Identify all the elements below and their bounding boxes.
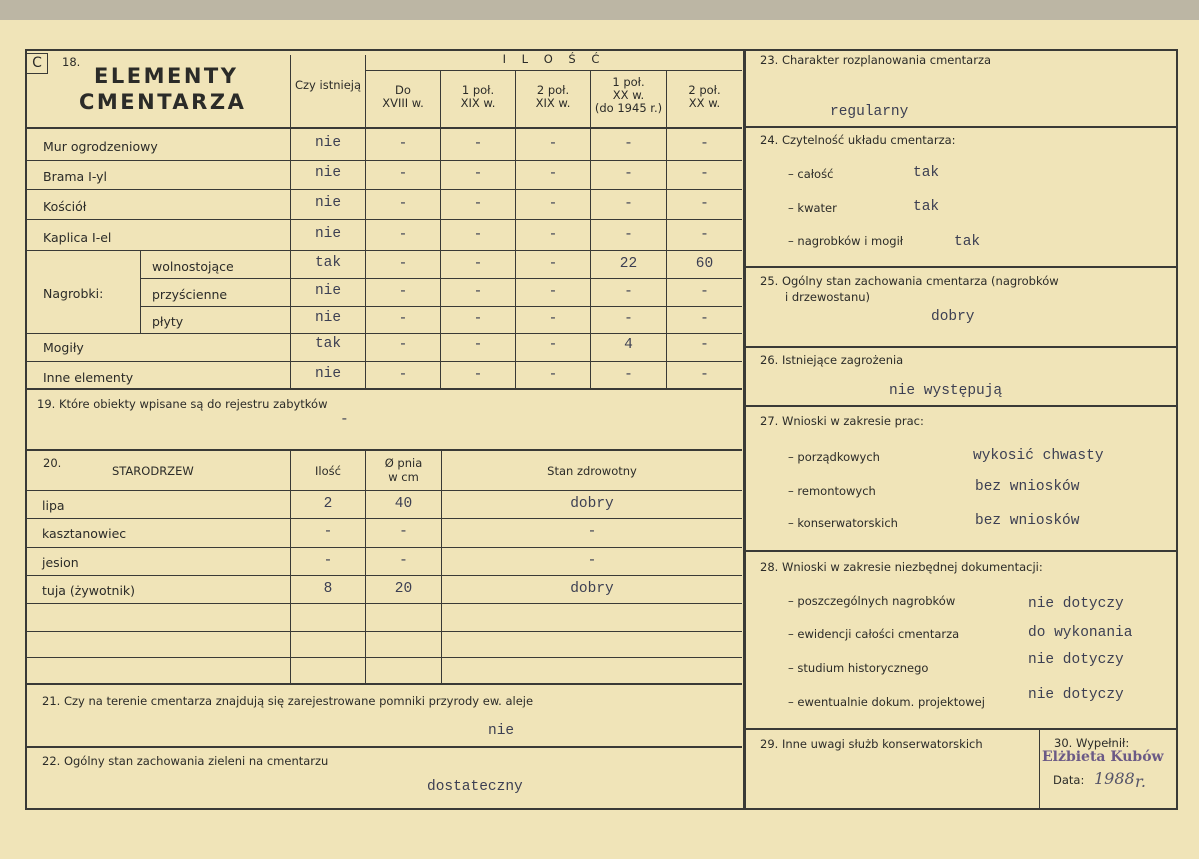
grid-line: [26, 683, 742, 685]
q28-item-answer: nie dotyczy: [1028, 687, 1124, 703]
q24-item-answer: tak: [913, 199, 940, 215]
element-quantity-value: -: [398, 166, 408, 182]
grid-line: [26, 160, 742, 161]
q27-item-label: – konserwatorskich: [788, 516, 898, 530]
period-header-2: XIX w.: [535, 96, 571, 110]
q25-label-l2: i drzewostanu): [785, 290, 871, 304]
q30-date-label: Data:: [1053, 773, 1085, 787]
element-quantity-value: -: [548, 284, 558, 300]
q23-answer: regularny: [830, 104, 909, 120]
q30-label: 30. Wypełnił:: [1054, 736, 1130, 750]
q19-answer: -: [340, 412, 349, 428]
grid-line: [140, 278, 742, 279]
grid-line: [26, 518, 742, 519]
q20-health-header: Stan zdrowotny: [547, 464, 637, 478]
period-header-1: 2 poł.: [536, 83, 570, 97]
element-quantity-value: -: [624, 367, 633, 383]
q26-label: 26. Istniejące zagrożenia: [760, 353, 904, 367]
grid-line: [26, 603, 742, 604]
grid-line: [26, 219, 742, 220]
grid-line: [26, 657, 742, 658]
element-exists-value: tak: [314, 336, 342, 352]
element-quantity-value: -: [700, 367, 709, 383]
q30-date-suffix: r.: [1135, 772, 1146, 791]
element-quantity-value: -: [700, 166, 709, 182]
q28-label: 28. Wnioski w zakresie niezbędnej dokumentacji:: [760, 560, 1043, 574]
grid-line: [26, 631, 742, 632]
q25-label-l1: 25. Ogólny stan zachowania cmentarza (nagrobków: [760, 274, 1059, 288]
element-quantity-value: 60: [695, 256, 714, 272]
element-row-label: Kaplica I-el: [43, 230, 112, 245]
element-quantity-value: -: [700, 227, 709, 243]
tree-diameter: -: [399, 524, 408, 540]
element-quantity-value: -: [398, 337, 408, 353]
element-quantity-value: -: [700, 284, 709, 300]
grid-line: [26, 388, 742, 390]
element-quantity-value: -: [473, 337, 483, 353]
grid-line: [26, 575, 742, 576]
period-header-1: Do: [395, 83, 411, 97]
q26-answer: nie występują: [889, 383, 1003, 399]
element-exists-value: nie: [314, 226, 342, 242]
q27-item-label: – porządkowych: [788, 450, 880, 464]
grid-line: [26, 333, 742, 334]
element-quantity-value: -: [398, 227, 408, 243]
q19-label: 19. Które obiekty wpisane są do rejestru zabytków: [37, 397, 328, 411]
tree-health: dobry: [570, 496, 614, 512]
element-quantity-value: -: [624, 166, 633, 182]
grid-line: [744, 126, 1177, 128]
element-quantity-value: -: [398, 256, 408, 272]
section-letter-box: C: [26, 53, 48, 74]
q27-item-answer: bez wniosków: [975, 479, 1080, 495]
grid-line: [366, 70, 742, 71]
grid-line: [26, 250, 742, 251]
q24-item-label: – nagrobków i mogił: [788, 234, 904, 248]
tree-diameter: -: [399, 553, 408, 569]
element-exists-value: nie: [314, 165, 342, 181]
element-row-label: wolnostojące: [152, 259, 234, 274]
q30-date-value: 1988: [1094, 769, 1135, 788]
q20-count-header: Ilość: [315, 464, 341, 478]
element-quantity-value: -: [473, 367, 483, 383]
period-header-2: XX w.: [612, 88, 645, 102]
grid-line: [140, 306, 742, 307]
tombstones-group-label: Nagrobki:: [43, 286, 104, 301]
element-quantity-value: -: [624, 196, 633, 212]
q24-item-answer: tak: [954, 234, 981, 250]
tree-name: tuja (żywotnik): [42, 583, 136, 598]
q22-label: 22. Ogólny stan zachowania zieleni na cmentarzu: [42, 754, 329, 768]
tree-name: kasztanowiec: [42, 526, 127, 541]
element-quantity-value: -: [473, 166, 483, 182]
grid-line: [26, 490, 742, 491]
q20-diameter-header-l2: w cm: [388, 470, 419, 484]
q24-item-label: – kwater: [788, 201, 837, 215]
grid-line: [26, 127, 742, 129]
q28-item-answer: do wykonania: [1028, 625, 1133, 641]
element-row-label: Mur ogrodzeniowy: [43, 139, 158, 154]
element-quantity-value: -: [398, 136, 408, 152]
element-quantity-value: -: [624, 284, 633, 300]
period-header-1: 1 poł.: [612, 75, 645, 89]
element-exists-value: nie: [314, 310, 342, 326]
q28-item-label: – ewidencji całości cmentarza: [788, 627, 960, 641]
element-row-label: płyty: [152, 314, 184, 329]
element-quantity-value: -: [473, 196, 483, 212]
q24-item-answer: tak: [913, 165, 940, 181]
element-quantity-value: -: [700, 196, 709, 212]
element-quantity-value: -: [548, 367, 558, 383]
grid-line: [26, 746, 742, 748]
period-header-3: (do 1945 r.): [594, 101, 663, 115]
q22-answer: dostateczny: [427, 779, 523, 795]
element-quantity-value: -: [398, 284, 408, 300]
q29-label: 29. Inne uwagi służb konserwatorskich: [760, 737, 983, 751]
q28-item-label: – poszczególnych nagrobków: [788, 594, 956, 608]
period-header-1: 1 poł.: [461, 83, 495, 97]
quantity-header: I L O Ś Ć: [502, 52, 606, 66]
element-quantity-value: -: [548, 196, 558, 212]
element-quantity-value: -: [473, 136, 483, 152]
element-quantity-value: -: [398, 367, 408, 383]
grid-line: [744, 405, 1177, 407]
period-header-1: 2 poł.: [688, 83, 721, 97]
element-quantity-value: -: [473, 311, 483, 327]
element-quantity-value: -: [624, 136, 633, 152]
section-18-title-line2: CMENTARZA: [79, 90, 247, 114]
element-quantity-value: -: [700, 337, 709, 353]
element-quantity-value: -: [548, 136, 558, 152]
grid-line: [26, 361, 742, 362]
tree-count: -: [323, 524, 333, 540]
grid-line: [26, 547, 742, 548]
element-quantity-value: -: [473, 284, 483, 300]
element-quantity-value: -: [398, 311, 408, 327]
exists-column-header: Czy istnieją: [294, 78, 362, 92]
grid-line: [140, 251, 141, 333]
element-exists-value: nie: [314, 283, 342, 299]
tree-name: jesion: [42, 555, 79, 570]
tree-health: -: [587, 553, 597, 569]
grid-line: [744, 266, 1177, 268]
q28-item-label: – ewentualnie dokum. projektowej: [788, 695, 985, 709]
q25-answer: dobry: [931, 309, 975, 325]
grid-line: [1039, 729, 1040, 809]
grid-line: [26, 189, 742, 190]
element-quantity-value: -: [398, 196, 408, 212]
element-exists-value: nie: [314, 366, 342, 382]
element-row-label: Kościół: [43, 199, 87, 214]
period-header-2: XVIII w.: [382, 96, 424, 110]
q27-label: 27. Wnioski w zakresie prac:: [760, 414, 924, 428]
element-quantity-value: -: [624, 227, 633, 243]
element-quantity-value: -: [548, 256, 558, 272]
element-row-label: przyścienne: [152, 287, 228, 302]
scan-edge-strip: [0, 0, 1199, 20]
section-18-number: 18.: [62, 55, 81, 69]
q27-item-answer: wykosić chwasty: [973, 448, 1104, 464]
tree-diameter: 40: [394, 496, 413, 512]
element-quantity-value: -: [624, 311, 633, 327]
q28-item-answer: nie dotyczy: [1028, 652, 1124, 668]
grid-line: [744, 728, 1177, 730]
q27-item-label: – remontowych: [788, 484, 876, 498]
q24-item-label: – całość: [788, 167, 834, 181]
period-header-2: XX w.: [688, 96, 721, 110]
tree-count: 2: [323, 496, 333, 512]
element-row-label: Mogiły: [43, 340, 84, 355]
q28-item-answer: nie dotyczy: [1028, 596, 1124, 612]
tree-diameter: 20: [394, 581, 413, 597]
element-row-label: Brama I-yl: [43, 169, 108, 184]
tree-health: -: [587, 524, 597, 540]
q21-answer: nie: [488, 723, 515, 739]
q20-number: 20.: [43, 456, 62, 470]
q27-item-answer: bez wniosków: [975, 513, 1080, 529]
q24-label: 24. Czytelność układu cmentarza:: [760, 133, 956, 147]
element-exists-value: nie: [314, 135, 342, 151]
grid-line: [26, 449, 742, 451]
q28-item-label: – studium historycznego: [788, 661, 929, 675]
element-quantity-value: 22: [619, 256, 638, 272]
q21-label: 21. Czy na terenie cmentarza znajdują się zarejestrowane pomniki przyrody ew. aleje: [42, 694, 534, 708]
grid-line: [744, 550, 1177, 552]
period-header-2: XIX w.: [460, 96, 496, 110]
section-18-title-line1: ELEMENTY: [94, 64, 239, 88]
element-exists-value: nie: [314, 195, 342, 211]
element-quantity-value: -: [700, 136, 709, 152]
tree-count: -: [323, 553, 333, 569]
element-quantity-value: -: [548, 227, 558, 243]
grid-line: [744, 346, 1177, 348]
element-exists-value: tak: [314, 255, 342, 271]
element-quantity-value: -: [548, 166, 558, 182]
q23-label: 23. Charakter rozplanowania cmentarza: [760, 53, 992, 67]
element-quantity-value: -: [473, 227, 483, 243]
element-quantity-value: -: [548, 311, 558, 327]
tree-count: 8: [323, 581, 333, 597]
element-quantity-value: -: [473, 256, 483, 272]
q30-signature-stamp: Elżbieta Kubów: [1042, 749, 1164, 765]
q20-diameter-header-l1: Ø pnia: [384, 456, 423, 470]
element-row-label: Inne elementy: [43, 370, 134, 385]
tree-name: lipa: [42, 498, 65, 513]
q20-title: STARODRZEW: [112, 464, 194, 478]
element-quantity-value: 4: [624, 337, 633, 353]
tree-health: dobry: [570, 581, 614, 597]
element-quantity-value: -: [700, 311, 709, 327]
element-quantity-value: -: [548, 337, 558, 353]
